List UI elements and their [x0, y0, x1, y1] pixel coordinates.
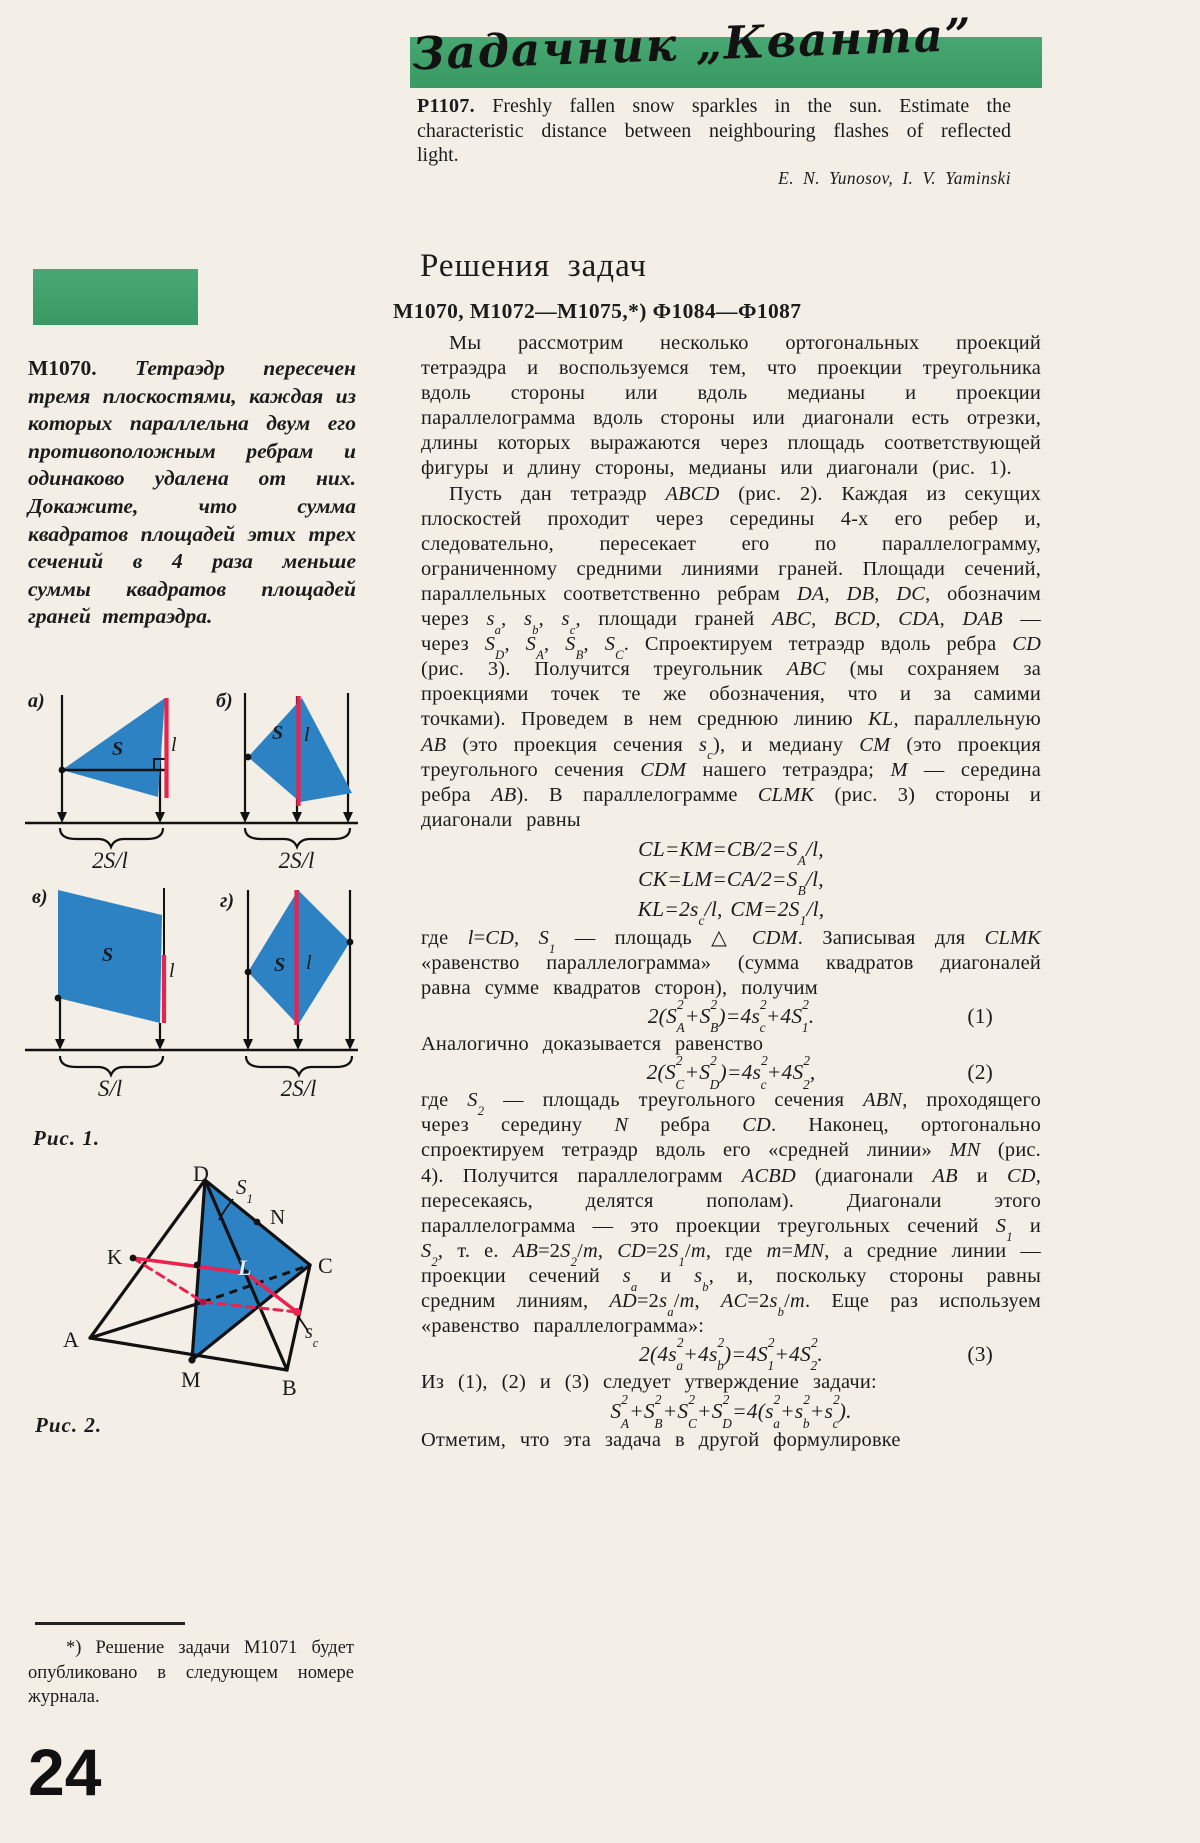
left-green-block [33, 269, 198, 325]
panel-a-label: а) [28, 690, 45, 712]
formula-ck: $CK=LM=CA/2=S_B/l$, [638, 866, 824, 899]
problem-m1070-id: М1070. [28, 356, 97, 380]
vertex-m-label: M [181, 1367, 201, 1392]
panel-b-measure: 2S/l [278, 848, 315, 873]
equation-3 [421, 1335, 1041, 1374]
panel-v-label: в) [32, 886, 48, 908]
solution-paragraph-3: где l=CD, $S_1$ — площадь △ CDM. Записывая для CLMK «равенство параллелограмма» (сумма квадратов диагоналей равна сумме квадратов сторон), получим [421, 926, 1041, 1000]
brace-panel-v [60, 1056, 163, 1075]
vertex-b-label: B [282, 1375, 297, 1400]
figure-2-tetrahedron [55, 1161, 360, 1410]
page-number: 24 [28, 1735, 102, 1809]
section-s1-label: $S_1$ [236, 1175, 254, 1207]
midpoint-ca-dot [200, 1299, 207, 1306]
equation-final: $S^2_A+S^2_B+S^2_C+S^2_D=4(s^2_a+s^2_b+s^2_c)$. [610, 1392, 852, 1431]
brace-panel-b [245, 828, 350, 847]
panel-g-area-label: S [274, 954, 286, 976]
footnote-text: *) Решение задачи М1071 будет опубликовано в следующем номере журнала. [28, 1638, 354, 1707]
panel-v-length-label: l [169, 960, 175, 982]
problem-p1107 [417, 94, 1011, 168]
vertex-n-label: N [270, 1205, 286, 1229]
figure-1-panel-b-shapes [240, 693, 353, 823]
solution-paragraph-6: Из (1), (2) и (3) следует утверждение задачи: [421, 1371, 877, 1394]
equation-3-body: $2(4s^2_a+4s^2_b)=4S^2_1+4S^2_2$. [639, 1335, 823, 1374]
panel-a-measure: 2S/l [92, 848, 128, 873]
panel-a-length-label: l [171, 734, 177, 756]
midpoint-cb-dot [293, 1308, 301, 1316]
figure-1-caption: Рис. 1. [33, 1126, 101, 1150]
footnote-rule [35, 1622, 185, 1625]
solutions-subheading: М1070, М1072—М1075,*) Ф1084—Ф1087 [393, 299, 802, 323]
problem-p1107-authors: E. N. Yunosov, I. V. Yaminski [778, 168, 1011, 188]
solutions-heading: Решения задач [420, 248, 648, 284]
solution-text-column [421, 331, 1041, 1453]
problem-p1107-id: P1107. [417, 95, 475, 117]
brace-panel-g [246, 1056, 352, 1075]
equation-1 [421, 997, 1041, 1036]
figure-2-drawing [55, 1165, 360, 1410]
figure-2-caption: Рис. 2. [35, 1413, 103, 1437]
vertex-d-label: D [193, 1161, 209, 1186]
panel-g-length-label: l [306, 952, 312, 974]
solution-paragraph-7: Отметим, что эта задача в другой формулировке [421, 1429, 901, 1452]
problem-m1070-text: Тетраэдр пересечен тремя плоскостями, каждая из которых параллельна двум его противоположным ребрам и одинаково удалена от них. Докажите, что сумма квадратов площадей этих трех сечений в 4 раза меньше суммы квадратов площадей граней тетраэдра. [28, 356, 356, 629]
figure-1-panel-v-shapes [55, 888, 165, 1050]
equation-1-body: $2(S^2_A+S^2_B)=4s^2_c+4S^2_1$. [647, 997, 815, 1036]
solution-paragraph-1: Мы рассмотрим несколько ортогональных проекций тетраэдра и воспользуемся тем, что проекции треугольника вдоль стороны или вдоль медианы и проекции параллелограмма вдоль стороны или диагонали есть отрезки, длины которых выражаются через площадь соответствующей фигуры и длину стороны, медианы или диагонали (рис. 1). [421, 332, 1041, 480]
equation-3-tag: (3) [967, 1342, 993, 1367]
vertex-k-label: K [107, 1245, 123, 1269]
brace-panel-a [60, 828, 163, 847]
section-banner-title: Задачник „Кванта” [411, 7, 974, 81]
vertex-l-label: L [238, 1255, 252, 1280]
equation-2-body: $2(S^2_C+S^2_D)=4s^2_c+4S^2_2$, [646, 1053, 816, 1092]
panel-g-measure: 2S/l [280, 1076, 317, 1101]
vertex-a-label: A [63, 1327, 79, 1352]
vertex-c-label: C [318, 1253, 333, 1278]
panel-b-length-label: l [304, 724, 310, 746]
panel-b-area-label: S [272, 722, 284, 744]
footnote [28, 1636, 354, 1710]
panel-g-label: г) [220, 890, 235, 912]
figure-1-panel-g-shapes [243, 890, 355, 1050]
panel-v-measure: S/l [97, 1076, 123, 1101]
section-sc-label: $s_c$ [305, 1321, 319, 1350]
formula-kl: $KL=2s_c/l$, $CM=2S_1/l$, [637, 896, 825, 929]
panel-b-label: б) [216, 690, 233, 712]
problem-p1107-text: Freshly fallen snow sparkles in the sun. Estimate the characteristic distance between neighbouring flashes of reflected light. [417, 95, 1011, 167]
equation-1-tag: (1) [967, 1004, 993, 1029]
panel-v-area-label: S [102, 944, 114, 966]
solution-paragraph-4: Аналогично доказывается равенство [421, 1033, 764, 1056]
equation-2 [421, 1053, 1041, 1092]
solution-paragraph-2: Пусть дан тетраэдр ABCD (рис. 2). Каждая из секущих плоскостей проходит через середины 4-х его ребер и, следовательно, пересекает его по параллелограмму, ограниченному средними линиями граней. Площади сечений, параллельных соответственно ребрам DA, DB, DC, обозначим через $s_a$, $s_b$, $s_c$, площади граней ABC, BCD, CDA, DAB — через $S_D$, $S_A$, $S_B$, $S_C$. Спроектируем тетраэдр вдоль ребра CD (рис. 3). Получится треугольник ABC (мы сохраняем за проекциями точек те же обозначения, что и за самими точками). Проведем в нем среднюю линию KL, параллельную AB (это проекция сечения $s_c$), и медиану CM (это проекция треугольного сечения CDM нашего тетраэдра; M — середина ребра AB). В параллелограмме CLMK (рис. 3) стороны и диагонали равны [421, 482, 1042, 831]
problem-m1070 [28, 355, 356, 631]
formula-cl: $CL=KM=CB/2=S_A/l$, [638, 836, 824, 869]
equation-2-tag: (2) [967, 1060, 993, 1085]
panel-a-area-label: S [112, 738, 124, 760]
figure-1-projections [20, 660, 360, 1110]
solution-paragraph-5: где $S_2$ — площадь треугольного сечения ABN, проходящего через середину N ребра CD. Наконец, ортогонально спроектируем тетраэдр вдоль его «средней линии» MN (рис. 4). Получится параллелограмм ACBD (диагонали AB и CD, пересекаясь, делятся пополам). Диагонали этого параллелограмма — это проекции треугольных сечений $S_1$ и $S_2$, т. е. $AB=2S_2/m$, $CD=2S_1/m$, где m=MN, а средние линии — проекции сечений $s_a$ и $s_b$, и, поскольку стороны равны средним линиям, $AD=2s_a/m$, $AC=2s_b/m$. Еще раз используем «равенство параллелограмма»: [421, 1089, 1042, 1338]
